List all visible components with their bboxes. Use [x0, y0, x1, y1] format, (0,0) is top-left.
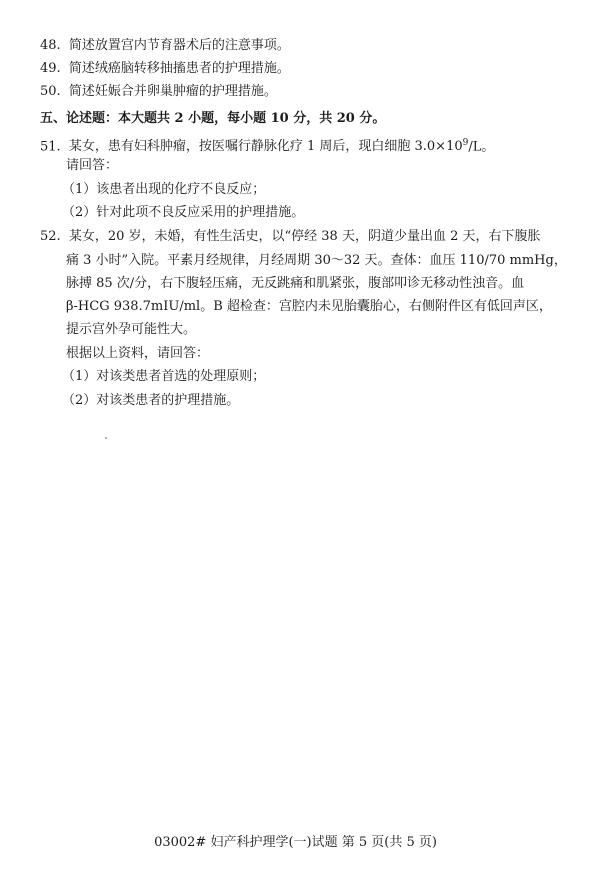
question-text: 简述绒癌脑转移抽搐患者的护理措施。 — [68, 61, 290, 76]
question-number: 51. — [40, 139, 61, 155]
question-text-line: β-HCG 938.7mIU/ml。B 超检查：宫腔内未见胎囊胎心，右侧附件区有低回声区， — [66, 299, 552, 314]
question-text-line: 提示宫外孕可能性大。 — [66, 322, 197, 337]
question-52 — [40, 228, 541, 246]
sub-question: （2）针对此项不良反应采用的护理措施。 — [62, 205, 305, 220]
question-48 — [40, 37, 290, 55]
scan-speck — [105, 437, 107, 439]
question-text: 简述放置宫内节育器术后的注意事项。 — [68, 38, 290, 53]
question-number: 50. — [40, 84, 61, 99]
question-text: 某女，患有妇科肿瘤，按医嘱行静脉化疗 1 周后，现白细胞 3.0×10 — [68, 139, 463, 155]
question-number: 49. — [40, 61, 61, 76]
exponent: 9 — [462, 138, 469, 148]
question-51 — [40, 134, 494, 156]
page-footer: 03002# 妇产科护理学(一)试题 第 5 页(共 5 页) — [154, 835, 437, 850]
question-text-line: 痛 3 小时”入院。平素月经规律，月经周期 30～32 天。查体：血压 110/70 mmHg， — [66, 253, 567, 268]
question-number: 52. — [40, 229, 61, 244]
sub-question: （2）对该类患者的护理措施。 — [62, 393, 240, 408]
question-prompt: 根据以上资料，请回答： — [66, 346, 210, 361]
question-number: 48. — [40, 38, 61, 53]
section-heading: 五、论述题：本大题共 2 小题，每小题 10 分，共 20 分。 — [40, 111, 386, 126]
question-text: 某女，20 岁，未婚，有性生活史，以“停经 38 天，阴道少量出血 2 天，右下腹胀 — [68, 229, 541, 244]
question-text: 简述妊娠合并卵巢肿瘤的护理措施。 — [68, 84, 277, 99]
question-text-line: 脉搏 85 次/分，右下腹轻压痛，无反跳痛和肌紧张，腹部叩诊无移动性浊音。血 — [66, 276, 525, 291]
question-49 — [40, 60, 290, 78]
question-prompt: 请回答： — [66, 158, 119, 173]
sub-question: （1）该患者出现的化疗不良反应； — [62, 182, 266, 197]
sub-question: （1）对该类患者首选的处理原则； — [62, 369, 266, 384]
unit-text: /L。 — [468, 139, 495, 155]
question-50 — [40, 83, 277, 101]
